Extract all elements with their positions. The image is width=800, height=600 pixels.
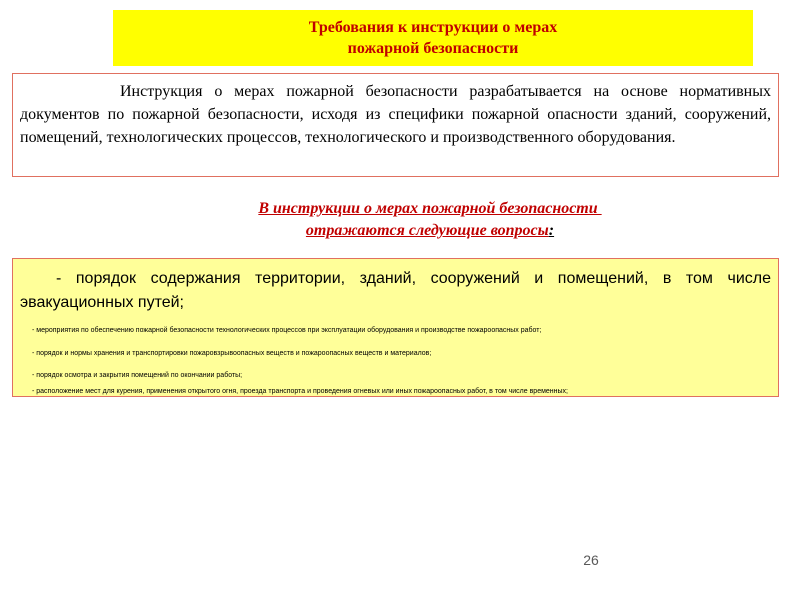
list-item-fire-safety-measures: - мероприятия по обеспечению пожарной безопасности технологических процессов при эксплуатации оборудования и производстве пожароопасных работ; — [32, 327, 542, 334]
questions-list-box — [12, 258, 779, 397]
intro-paragraph: Инструкция о мерах пожарной безопасности разрабатывается на основе нормативных документов по пожарной безопасности, исходя из специфики пожарной опасности зданий, сооружений, помещений, технологических процессов, технологического и производственного оборудования. — [20, 83, 771, 146]
list-item-smoking-places: - расположение мест для курения, применения открытого огня, проезда транспорта и проведения огневых или иных пожароопасных работ, в том числе временных; — [32, 388, 568, 395]
slide-title-line-1: Требования к инструкции о мерах — [308, 19, 558, 36]
list-item-room-inspection: - порядок осмотра и закрытия помещений по окончании работы; — [32, 372, 243, 379]
slide-title-banner — [113, 10, 753, 66]
list-item-territory: - порядок содержания территории, зданий, сооружений и помещений, в том числе эвакуационных путей; — [20, 270, 771, 311]
slide-title-line-2: пожарной безопасности — [347, 40, 519, 57]
intro-text-box — [12, 73, 779, 177]
subheading-line-2: отражаются следующие вопросы — [305, 222, 549, 239]
page-number: 26 — [583, 552, 599, 568]
list-item-storage-rules: - порядок и нормы хранения и транспортировки пожаровзрывоопасных веществ и пожароопасных веществ и материалов; — [32, 350, 432, 357]
questions-subheading — [170, 198, 690, 242]
subheading-colon: : — [548, 222, 555, 239]
subheading-line-1: В инструкции о мерах пожарной безопасности — [258, 200, 602, 217]
